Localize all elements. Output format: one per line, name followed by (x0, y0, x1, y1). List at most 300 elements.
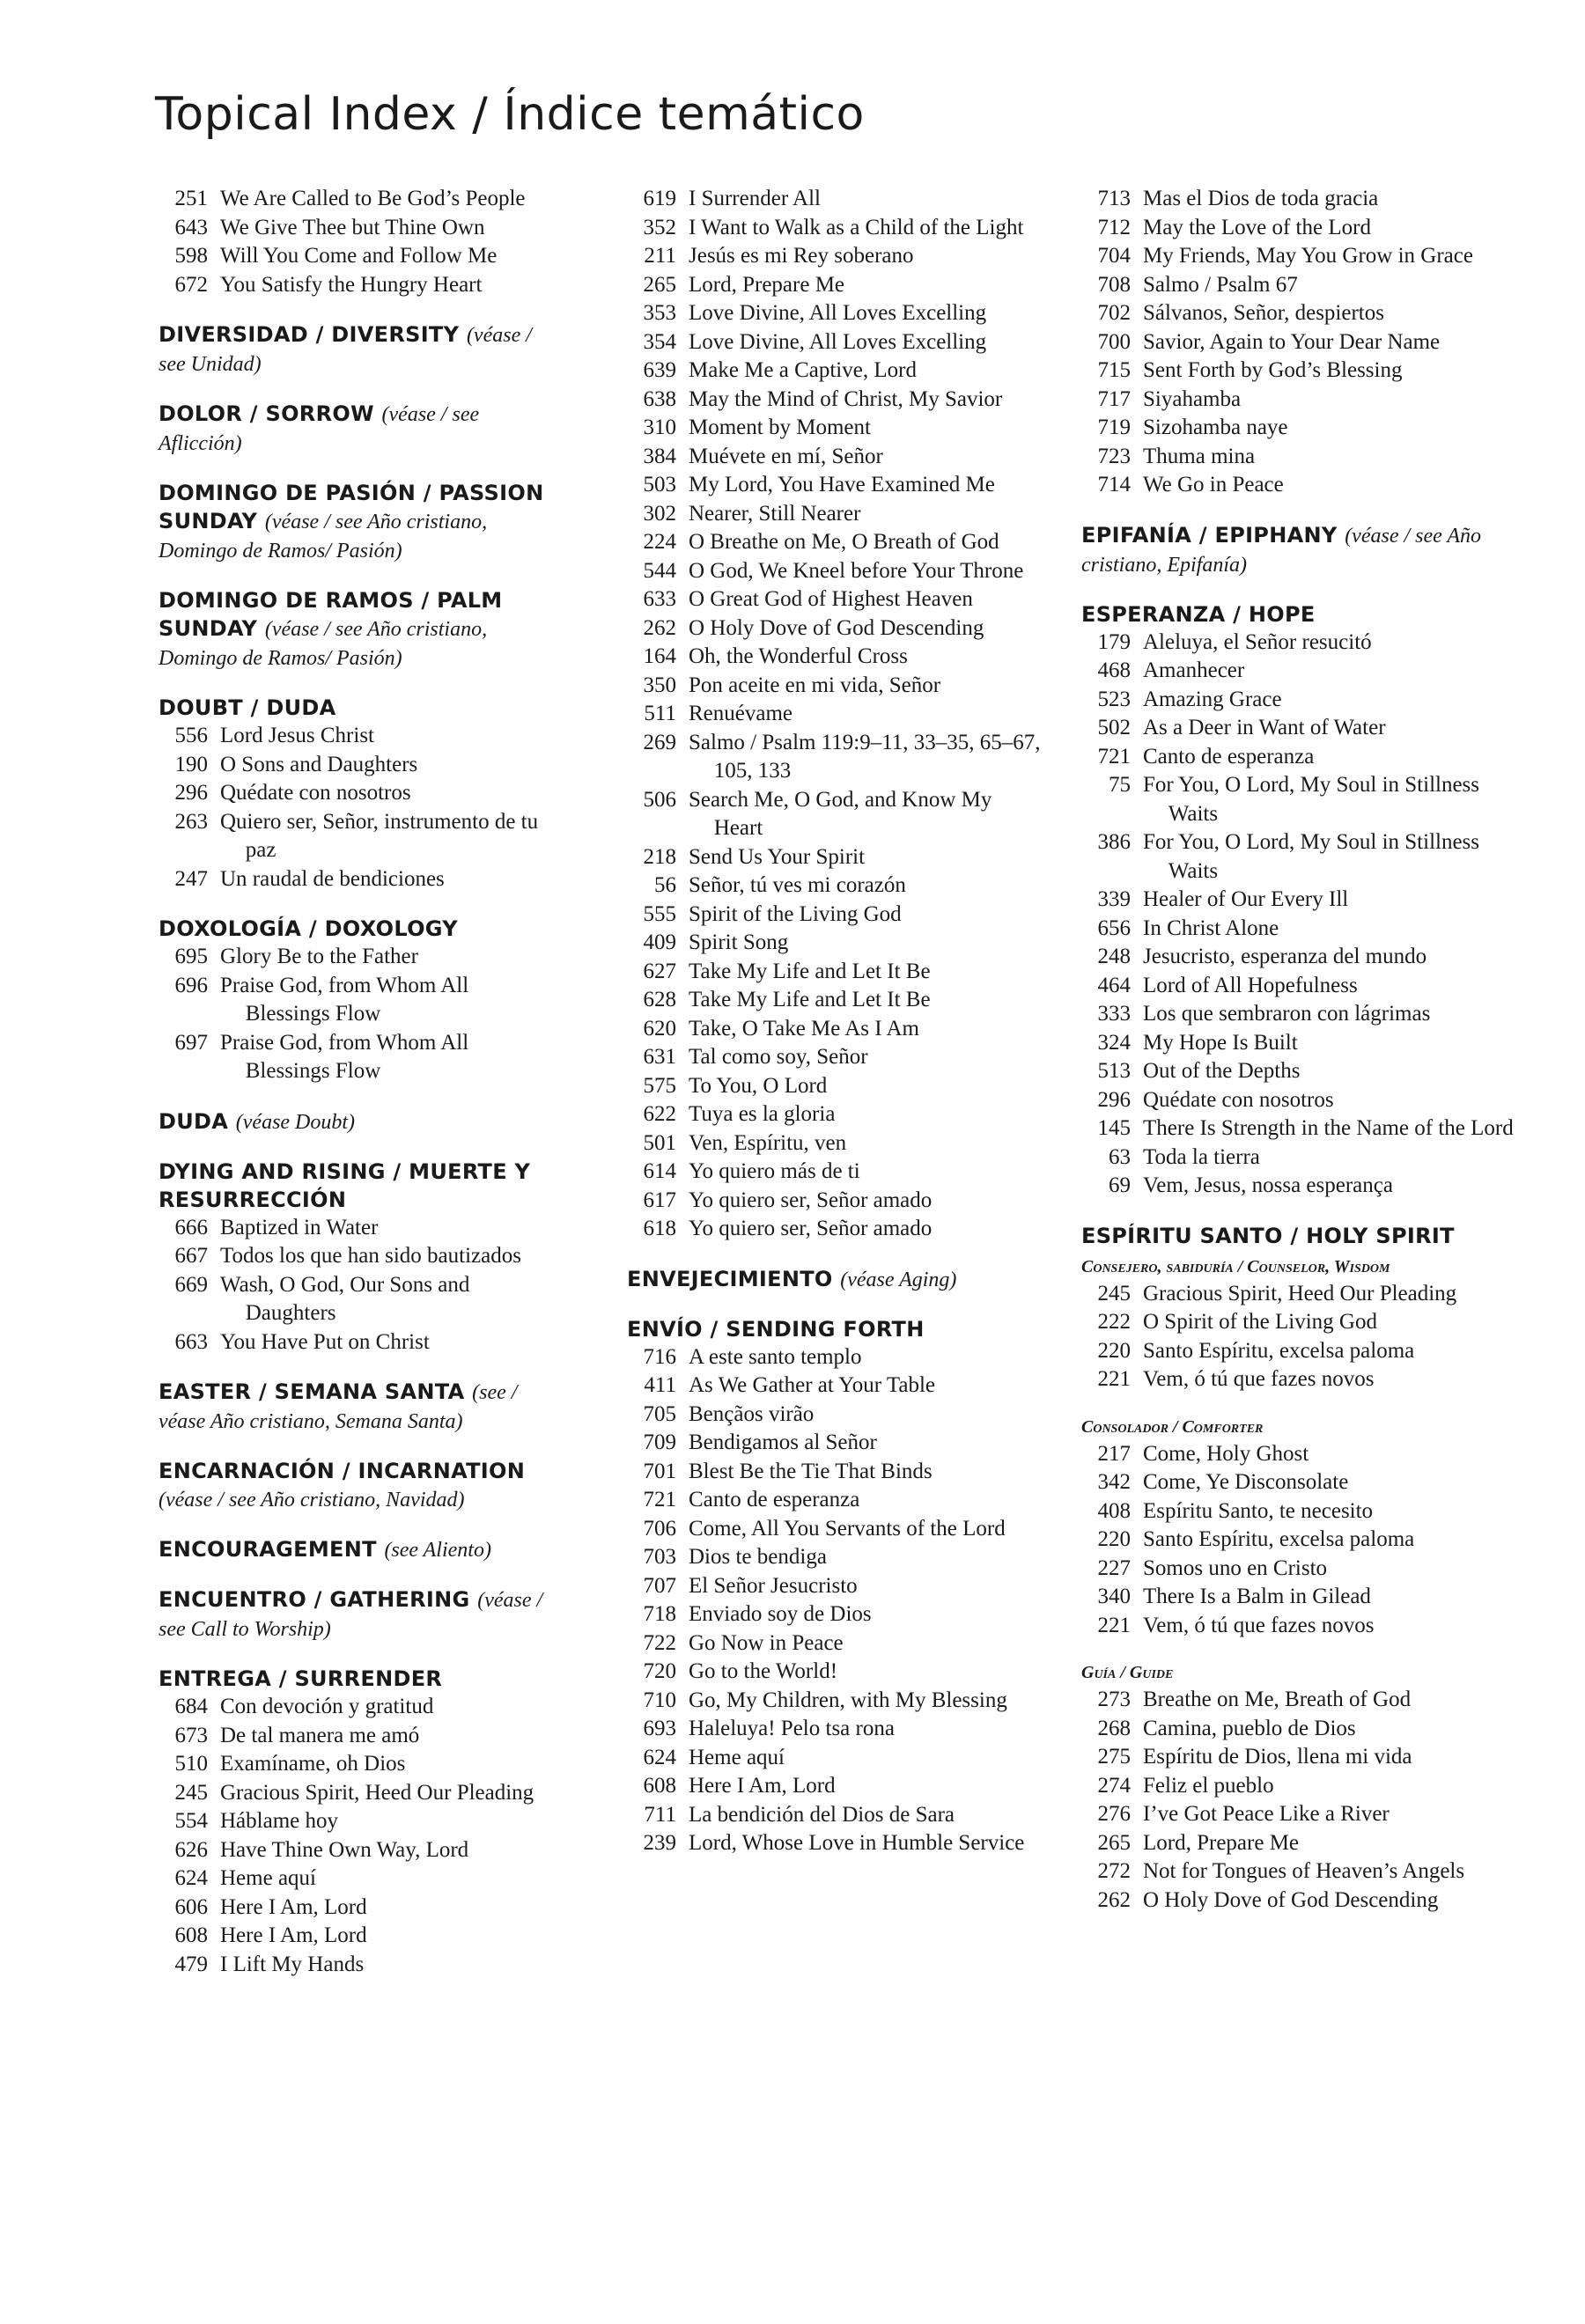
hymn-number: 707 (643, 1573, 676, 1598)
index-entry (158, 1242, 546, 1271)
hymn-number: 717 (1097, 386, 1131, 411)
hymn-number: 211 (644, 244, 676, 268)
index-entry (1081, 1772, 1522, 1801)
hymn-title: Here I Am, Lord (689, 1774, 836, 1798)
hymn-title: Lord, Whose Love in Humble Service (689, 1831, 1025, 1855)
index-entry (627, 500, 1041, 529)
index-entry (627, 1600, 1041, 1629)
hymn-title: Un raudal de bendiciones (220, 866, 445, 891)
hymn-number: 643 (174, 215, 208, 239)
index-entry (158, 751, 546, 780)
index-entry (627, 1543, 1041, 1572)
index-entry (627, 700, 1041, 729)
hymn-number: 715 (1097, 358, 1131, 382)
index-entry (1081, 1365, 1522, 1394)
hymn-number: 503 (643, 473, 676, 496)
hymn-number: 265 (643, 272, 676, 297)
hymn-title: Háblame hoy (220, 1809, 338, 1833)
hymn-title: Breathe on Me, Breath of God (1143, 1688, 1412, 1711)
section-heading (158, 1585, 546, 1644)
hymn-number: 268 (1097, 1716, 1131, 1740)
hymn-title: Heme aquí (220, 1866, 316, 1890)
section-heading-text: ENTREGA / SURRENDER (158, 1666, 443, 1691)
hymn-title: Love Divine, All Loves Excelling (689, 301, 987, 325)
hymn-number: 711 (644, 1802, 676, 1827)
index-entry (158, 779, 546, 808)
index-entry (1081, 1497, 1522, 1526)
index-entry (627, 242, 1041, 271)
hymn-number: 408 (1097, 1498, 1131, 1523)
hymn-title: Bendigamos al Señor (689, 1430, 877, 1454)
hymn-number: 721 (1097, 744, 1131, 769)
hymn-title: You Satisfy the Hungry Heart (220, 272, 483, 297)
hymn-number: 614 (643, 1159, 676, 1183)
hymn-title: Take, O Take Me As I Am (689, 1016, 919, 1041)
subsection (1081, 1414, 1522, 1641)
hymn-title: May the Love of the Lord (1143, 215, 1371, 239)
hymn-number: 502 (1097, 716, 1131, 739)
hymn-title: Vem, Jesus, nossa esperança (1143, 1173, 1393, 1197)
index-entry (158, 1951, 546, 1980)
hymn-title: Will You Come and Follow Me (220, 244, 498, 268)
hymn-title: Here I Am, Lord (220, 1923, 367, 1947)
index-entry (627, 1343, 1041, 1372)
hymn-number: 245 (174, 1780, 208, 1805)
index-entry (627, 386, 1041, 415)
section-heading (158, 586, 546, 673)
index-entry (1081, 1337, 1522, 1366)
hymn-title: Oh, the Wonderful Cross (689, 644, 908, 668)
hymn-number: 221 (1097, 1613, 1131, 1637)
hymn-number: 606 (174, 1894, 208, 1919)
index-entry (627, 585, 1041, 614)
index-entry (158, 1029, 546, 1086)
hymn-number: 276 (1097, 1802, 1131, 1826)
hymn-number: 263 (174, 809, 208, 834)
hymn-title: Glory Be to the Father (220, 945, 418, 968)
hymn-number: 464 (1097, 973, 1131, 997)
hymn-title: Lord Jesus Christ (220, 724, 374, 747)
section-heading (158, 915, 546, 943)
index-entry (1081, 1144, 1522, 1173)
index-entry (1081, 915, 1522, 944)
hymn-number: 513 (1097, 1059, 1131, 1083)
index-entry (1081, 1114, 1522, 1144)
hymn-number: 245 (1097, 1281, 1131, 1305)
hymn-number: 224 (643, 530, 676, 554)
hymn-number: 608 (643, 1774, 676, 1798)
index-section (158, 694, 546, 894)
section-heading-text: EASTER / SEMANA SANTA (158, 1379, 465, 1404)
cross-reference-note: (véase / see Unidad) (158, 324, 532, 376)
index-entry (1081, 686, 1522, 715)
index-entry (627, 471, 1041, 500)
index-section (158, 320, 546, 379)
hymn-number: 693 (643, 1717, 676, 1740)
hymn-title: You Have Put on Christ (220, 1329, 430, 1354)
index-section (1081, 1222, 1522, 1916)
index-entry (627, 958, 1041, 987)
hymn-title: O God, We Kneel before Your Throne (689, 558, 1024, 583)
hymn-title: For You, O Lord, My Soul in Stillness Waits (1143, 773, 1480, 826)
hymn-number: 220 (1097, 1527, 1131, 1551)
hymn-title: Renuévame (689, 702, 793, 725)
section-heading-text: DOXOLOGÍA / DOXOLOGY (158, 916, 458, 941)
hymn-number: 714 (1097, 473, 1131, 496)
hymn-title: Quiero ser, Señor, instrumento de tu paz (220, 809, 539, 862)
hymn-title: Make Me a Captive, Lord (689, 358, 917, 382)
section-heading (158, 1107, 546, 1136)
section-heading (158, 694, 546, 722)
hymn-title: A este santo templo (689, 1344, 862, 1369)
hymn-title: Nearer, Still Nearer (689, 501, 861, 526)
hymn-number: 704 (1097, 244, 1131, 268)
hymn-number: 720 (643, 1659, 676, 1683)
hymn-number: 511 (644, 702, 676, 725)
index-entry (627, 1687, 1041, 1716)
cross-reference-note: (véase / see Año cristiano, Domingo de Ramos/ Pasión) (158, 618, 488, 670)
section-heading-text: DOMINGO DE PASIÓN / PASSION SUNDAY (158, 481, 544, 533)
hymn-number: 273 (1097, 1688, 1131, 1711)
hymn-title: Los que sembraron con lágrimas (1143, 1002, 1431, 1026)
index-column-2 (627, 185, 1041, 1879)
hymn-title: Toda la tierra (1143, 1144, 1260, 1169)
index-entry (158, 722, 546, 751)
index-entry (627, 1158, 1041, 1187)
hymn-title: Go to the World! (689, 1659, 838, 1683)
index-section (158, 1457, 546, 1514)
index-entry (1081, 471, 1522, 500)
hymn-number: 506 (643, 787, 676, 812)
cross-reference-note: (véase / see Aflicción) (158, 403, 480, 455)
hymn-title: O Holy Dove of God Descending (689, 615, 984, 640)
subsection (1081, 1254, 1522, 1394)
index-section (158, 1378, 546, 1436)
index-entry (158, 242, 546, 271)
hymn-title: La bendición del Dios de Sara (689, 1802, 955, 1827)
index-entry (627, 1043, 1041, 1072)
hymn-number: 555 (643, 901, 676, 926)
index-entry (1081, 1829, 1522, 1858)
hymn-title: Vem, ó tú que fazes novos (1143, 1367, 1375, 1391)
hymn-number: 705 (643, 1401, 676, 1426)
cross-reference-note: (véase / see Año cristiano, Epifanía) (1081, 524, 1482, 577)
hymn-number: 556 (174, 724, 208, 747)
section-heading-text: EPIFANÍA / EPIPHANY (1081, 522, 1338, 548)
hymn-number: 709 (643, 1430, 676, 1454)
index-entry (627, 1486, 1041, 1515)
hymn-number: 69 (1109, 1173, 1131, 1197)
subsection-heading: Guía / Guide (1081, 1663, 1174, 1682)
index-entry (1081, 1468, 1522, 1497)
subsection (1081, 1659, 1522, 1915)
section-heading (1081, 521, 1522, 579)
index-section (1081, 521, 1522, 579)
hymn-number: 352 (643, 215, 676, 239)
section-heading (158, 479, 546, 565)
hymn-number: 247 (174, 866, 208, 891)
hymn-title: El Señor Jesucristo (689, 1573, 858, 1598)
hymn-title: Blest Be the Tie That Binds (689, 1459, 933, 1483)
subsection-heading: Consolador / Comforter (1081, 1416, 1264, 1437)
hymn-number: 384 (643, 444, 676, 468)
index-entry (1081, 1440, 1522, 1469)
hymn-title: I Surrender All (689, 187, 821, 210)
section-heading-text: ENVÍO / SENDING FORTH (627, 1316, 925, 1342)
index-entry (627, 929, 1041, 958)
index-entry (158, 808, 546, 865)
hymn-title: Santo Espíritu, excelsa paloma (1143, 1338, 1415, 1363)
hymn-title: As a Deer in Want of Water (1143, 716, 1386, 739)
hymn-number: 75 (1109, 773, 1131, 797)
hymn-title: Come, Holy Ghost (1143, 1441, 1309, 1466)
hymn-title: There Is Strength in the Name of the Lord (1143, 1116, 1514, 1140)
hymn-number: 672 (174, 272, 208, 297)
hymn-title: Have Thine Own Way, Lord (220, 1837, 469, 1862)
cross-reference-note: (véase / see Año cristiano, Navidad) (158, 1489, 465, 1511)
hymn-title: Lord of All Hopefulness (1143, 973, 1358, 997)
hymn-title: Tuya es la gloria (689, 1102, 836, 1126)
hymn-title: Moment by Moment (689, 416, 871, 439)
hymn-title: Praise God, from Whom All Blessings Flow (220, 1030, 469, 1083)
hymn-number: 353 (643, 301, 676, 325)
cross-reference-note: (véase / see Año cristiano, Domingo de Ramos/ Pasión) (158, 511, 488, 563)
hymn-title: Haleluya! Pelo tsa rona (689, 1717, 895, 1740)
index-section (627, 1265, 1041, 1294)
index-entry (1081, 886, 1522, 915)
index-section (158, 915, 546, 1086)
hymn-title: There Is a Balm in Gilead (1143, 1585, 1371, 1608)
index-entry (158, 1271, 546, 1328)
hymn-number: 626 (174, 1837, 208, 1862)
hymn-title: O Holy Dove of God Descending (1143, 1887, 1439, 1912)
hymn-title: Gracious Spirit, Heed Our Pleading (220, 1780, 534, 1805)
index-entry (1081, 1000, 1522, 1029)
section-heading-text: ENCOURAGEMENT (158, 1537, 377, 1562)
hymn-title: O Sons and Daughters (220, 752, 418, 776)
index-entry (627, 1015, 1041, 1044)
section-heading (627, 1265, 1041, 1294)
index-entry (627, 414, 1041, 443)
hymn-number: 239 (643, 1831, 676, 1855)
index-section (1081, 600, 1522, 1201)
hymn-title: Go, My Children, with My Blessing (689, 1688, 1007, 1712)
hymn-number: 217 (1097, 1441, 1131, 1466)
index-entry (1081, 1029, 1522, 1058)
section-heading-text: DOUBT / DUDA (158, 695, 336, 720)
hymn-title: Salmo / Psalm 67 (1143, 272, 1298, 297)
index-entry (158, 1214, 546, 1243)
hymn-title: Somos uno en Cristo (1143, 1555, 1328, 1580)
index-entry (627, 557, 1041, 586)
hymn-number: 409 (643, 930, 676, 954)
hymn-title: Con devoción y gratitud (220, 1695, 434, 1718)
cross-reference-note: (see Aliento) (384, 1539, 491, 1562)
section-heading (158, 1457, 546, 1514)
index-entry (1081, 1555, 1522, 1584)
index-entry (1081, 714, 1522, 743)
hymn-number: 701 (643, 1459, 676, 1483)
index-entry (158, 1864, 546, 1894)
hymn-number: 342 (1097, 1470, 1131, 1494)
section-heading-text: ENVEJECIMIENTO (627, 1266, 833, 1291)
section-heading-text: ENCUENTRO / GATHERING (158, 1587, 470, 1612)
hymn-number: 56 (654, 873, 676, 897)
index-entry (627, 1829, 1041, 1858)
hymn-title: Savior, Again to Your Dear Name (1143, 329, 1441, 354)
hymn-title: Sálvanos, Señor, despiertos (1143, 301, 1384, 325)
section-heading (1081, 600, 1522, 629)
hymn-title: Jesús es mi Rey soberano (689, 244, 914, 268)
section-heading (627, 1315, 1041, 1343)
hymn-title: Quédate con nosotros (220, 781, 411, 805)
hymn-title: Yo quiero ser, Señor amado (689, 1217, 933, 1240)
hymn-number: 179 (1097, 629, 1131, 654)
index-entry (627, 843, 1041, 872)
index-entry (627, 1100, 1041, 1129)
index-entry (1081, 1526, 1522, 1555)
hymn-number: 339 (1097, 887, 1131, 911)
index-section (158, 586, 546, 673)
hymn-title: Canto de esperanza (1143, 744, 1315, 769)
hymn-title: Spirit of the Living God (689, 901, 902, 926)
hymn-title: Espíritu Santo, te necesito (1143, 1498, 1374, 1523)
index-section (627, 1315, 1041, 1858)
subsection-heading: Consejero, sabiduría / Counselor, Wisdom (1081, 1256, 1390, 1276)
hymn-number: 275 (1097, 1745, 1131, 1769)
hymn-title: Baptized in Water (220, 1215, 379, 1239)
index-entry (627, 1072, 1041, 1101)
index-entry (627, 1372, 1041, 1401)
hymn-title: Ven, Espíritu, ven (689, 1130, 847, 1155)
hymn-number: 310 (643, 416, 676, 439)
index-entry (627, 528, 1041, 557)
cross-reference-note: (véase / see Call to Worship) (158, 1589, 543, 1641)
hymn-number: 639 (643, 358, 676, 382)
hymn-number: 695 (174, 945, 208, 968)
hymn-title: Enviado soy de Dios (689, 1602, 872, 1626)
hymn-title: Señor, tú ves mi corazón (689, 873, 906, 897)
hymn-number: 624 (174, 1866, 208, 1890)
hymn-number: 628 (643, 988, 676, 1011)
hymn-title: O Great God of Highest Heaven (689, 587, 973, 611)
hymn-title: We Give Thee but Thine Own (220, 215, 485, 239)
hymn-number: 712 (1097, 215, 1131, 239)
index-section (158, 400, 546, 458)
index-entry (158, 1922, 546, 1951)
hymn-title: Send Us Your Spirit (689, 844, 866, 869)
index-entry (1081, 1857, 1522, 1886)
section-heading-text: ESPÍRITU SANTO / HOLY SPIRIT (1081, 1223, 1455, 1248)
section-heading-text: ENCARNACIÓN / INCARNATION (158, 1459, 526, 1483)
hymn-title: Heme aquí (689, 1745, 785, 1769)
hymn-number: 666 (174, 1215, 208, 1239)
hymn-number: 633 (643, 587, 676, 611)
index-entry (627, 672, 1041, 701)
hymn-number: 218 (643, 844, 676, 869)
hymn-title: Here I Am, Lord (220, 1894, 367, 1919)
index-entry (158, 943, 546, 972)
hymn-title: Not for Tongues of Heaven’s Angels (1143, 1859, 1465, 1883)
section-heading (158, 1665, 546, 1693)
hymn-number: 302 (643, 501, 676, 526)
hymn-number: 608 (174, 1923, 208, 1947)
index-entry (1081, 1086, 1522, 1115)
hymn-title: Gracious Spirit, Heed Our Pleading (1143, 1281, 1457, 1305)
hymn-number: 354 (643, 329, 676, 354)
hymn-title: Dios te bendiga (689, 1545, 827, 1569)
hymn-number: 721 (643, 1488, 676, 1511)
index-entry (627, 271, 1041, 300)
hymn-title: Love Divine, All Loves Excelling (689, 329, 987, 354)
index-entry (158, 972, 546, 1029)
hymn-title: Come, All You Servants of the Lord (689, 1516, 1006, 1541)
index-entry (1081, 771, 1522, 828)
index-entry (627, 1772, 1041, 1801)
hymn-title: Lord, Prepare Me (689, 272, 845, 297)
index-entry (158, 1836, 546, 1865)
index-entry (1081, 1583, 1522, 1612)
hymn-title: Camina, pueblo de Dios (1143, 1716, 1356, 1740)
index-entry (1081, 386, 1522, 415)
hymn-number: 479 (174, 1952, 208, 1976)
index-entry (627, 614, 1041, 644)
hymn-number: 638 (643, 386, 676, 411)
hymn-number: 620 (643, 1016, 676, 1041)
hymn-title: Go Now in Peace (689, 1630, 844, 1655)
index-entry (1081, 1686, 1522, 1715)
section-heading-text: ESPERANZA / HOPE (1081, 601, 1316, 627)
hymn-title: Muévete en mí, Señor (689, 444, 883, 468)
index-entry (627, 185, 1041, 214)
index-entry (158, 1779, 546, 1808)
index-column-1 (158, 185, 546, 2000)
hymn-title: Pon aceite en mi vida, Señor (689, 673, 941, 697)
hymn-title: Thuma mina (1143, 444, 1256, 468)
index-entry (627, 1744, 1041, 1773)
hymn-number: 703 (643, 1545, 676, 1569)
hymn-title: I’ve Got Peace Like a River (1143, 1802, 1390, 1826)
hymn-number: 262 (643, 615, 676, 640)
hymn-number: 227 (1097, 1555, 1131, 1580)
hymn-title: Examíname, oh Dios (220, 1752, 406, 1776)
cross-reference-note: (véase Aging) (840, 1268, 957, 1291)
index-entry (1081, 943, 1522, 972)
hymn-number: 575 (643, 1073, 676, 1098)
index-entry (1081, 1612, 1522, 1641)
index-section (1081, 185, 1522, 500)
index-entry (627, 643, 1041, 672)
index-entry (158, 1722, 546, 1751)
index-column-3 (1081, 185, 1522, 1936)
hymn-number: 667 (174, 1244, 208, 1268)
cross-reference-note: (véase Doubt) (235, 1110, 356, 1134)
index-section (158, 1535, 546, 1564)
index-entry (158, 1328, 546, 1357)
hymn-number: 333 (1097, 1002, 1131, 1026)
hymn-title: Take My Life and Let It Be (689, 959, 931, 983)
hymn-title: Yo quiero ser, Señor amado (689, 1188, 933, 1212)
hymn-title: De tal manera me amó (220, 1723, 420, 1747)
hymn-number: 598 (174, 244, 208, 268)
hymn-title: Amazing Grace (1143, 687, 1282, 711)
hymn-number: 544 (643, 558, 676, 583)
hymn-number: 272 (1097, 1859, 1131, 1883)
hymn-title: To You, O Lord (689, 1073, 828, 1098)
hymn-number: 722 (643, 1630, 676, 1655)
index-section (627, 185, 1041, 1244)
section-heading (158, 400, 546, 458)
